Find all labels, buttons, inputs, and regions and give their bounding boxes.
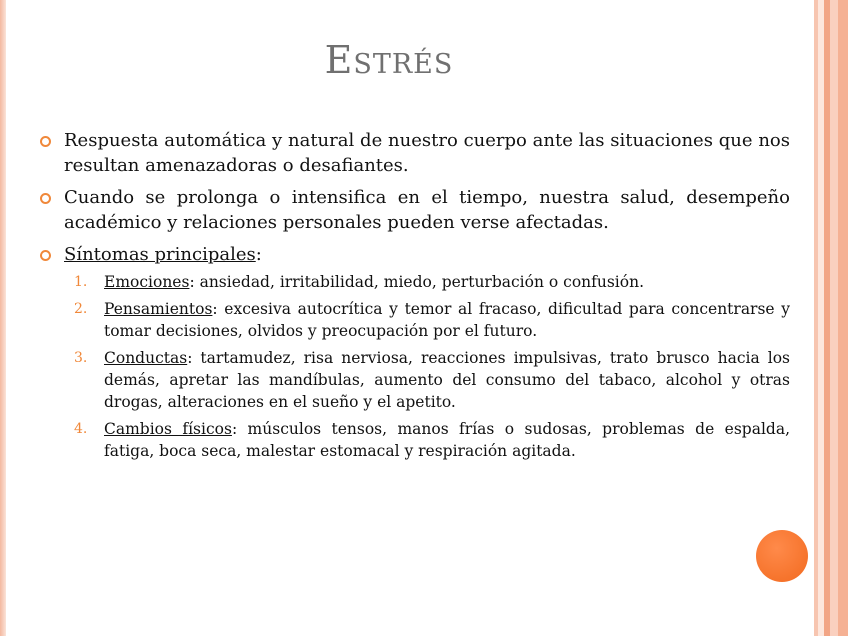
symptom-number: 2. (74, 301, 88, 317)
slide-title: Estrés (324, 38, 454, 82)
right-border-decoration (808, 0, 848, 636)
bullet-text: Respuesta automática y natural de nuestro cuerpo ante las situaciones que nos resultan amenazadoras o desafiantes. (64, 130, 790, 176)
left-border-decoration (0, 0, 6, 636)
bullet-ring-icon (40, 136, 51, 147)
symptom-term: Cambios físicos (104, 420, 232, 438)
bullet-heading: Síntomas principales (64, 244, 256, 265)
symptom-item (64, 418, 790, 462)
symptom-text: : tartamudez, risa nerviosa, reacciones impulsivas, trato brusco hacia los demás, apretar las mandíbulas, aumento del consumo del tabaco, alcohol y otras drogas, alteraciones en el sueño y el apetito. (104, 349, 790, 411)
symptom-text: : músculos tensos, manos frías o sudosas, problemas de espalda, fatiga, boca seca, malestar estomacal y respiración agitada. (104, 420, 790, 460)
bullet-heading-suffix: : (255, 244, 262, 265)
bullet-item (40, 185, 790, 235)
symptom-number: 4. (74, 421, 88, 437)
symptom-term: Pensamientos (104, 300, 213, 318)
symptom-item (64, 271, 790, 293)
symptom-text: : ansiedad, irritabilidad, miedo, perturbación o confusión. (189, 273, 645, 291)
bullet-item (40, 128, 790, 178)
symptom-text: : excesiva autocrítica y temor al fracaso, dificultad para concentrarse y tomar decisiones, olvidos y preocupación por el futuro. (104, 300, 790, 340)
bullet-text: Cuando se prolonga o intensifica en el tiempo, nuestra salud, desempeño académico y relaciones personales pueden verse afectadas. (64, 187, 790, 233)
symptom-term: Emociones (104, 273, 190, 291)
symptom-term: Conductas (104, 349, 188, 367)
symptom-number: 3. (74, 350, 88, 366)
symptom-item (64, 347, 790, 413)
symptom-list (64, 271, 790, 462)
bullet-ring-icon (40, 250, 51, 261)
bullet-list (40, 128, 790, 469)
bullet-item (40, 242, 790, 462)
symptom-item (64, 298, 790, 342)
symptom-number: 1. (74, 274, 88, 290)
bullet-ring-icon (40, 193, 51, 204)
orange-circle-decoration (756, 530, 808, 582)
